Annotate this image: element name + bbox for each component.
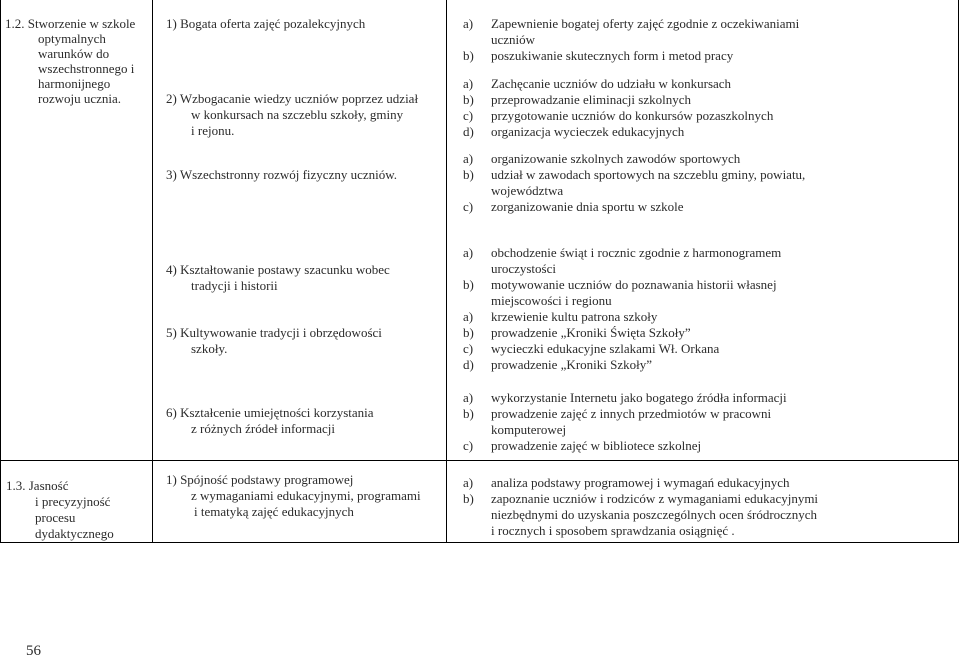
task-item: a) Zapewnienie bogatej oferty zajęć zgodnie z oczekiwaniami [463,16,800,31]
goal-3 [166,167,397,183]
table-border-bottom [0,542,959,543]
task-item: c) zorganizowanie dnia sportu w szkole [463,199,684,214]
task-item: a) wykorzystanie Internetu jako bogatego źródła informacji [463,390,787,405]
task-item: c) prowadzenie zajęć w bibliotece szkolnej [463,438,702,453]
task-item: b) przeprowadzanie eliminacji szkolnych [463,92,691,107]
tasks-2 [463,76,773,140]
task-item: c) przygotowanie uczniów do konkursów pozaszkolnych [463,108,774,123]
tasks-3 [463,151,805,215]
task-item: a) obchodzenie świąt i rocznic zgodnie z harmonogramem [463,245,782,260]
goal-line: 5) Kultywowanie tradycji i obrzędowości [166,325,382,340]
goal-line: tradycji i historii [191,278,278,293]
task-item: d) prowadzenie „Kroniki Szkoły” [463,357,653,372]
goal-line: w konkursach na szczeblu szkoły, gminy [191,107,404,122]
goal-5 [166,325,382,357]
goal-1-3 [166,472,421,520]
goal-line: szkoły. [191,341,228,356]
label-line: wszechstronnego i [38,61,135,76]
task-item: b) prowadzenie zajęć z innych przedmiotów w pracowni [463,406,772,421]
task-item: b) prowadzenie „Kroniki Święta Szkoły” [463,325,691,340]
section-1-2-label [5,16,135,106]
task-item: c) wycieczki edukacyjne szlakami Wł. Orkana [463,341,720,356]
task-item: a) krzewienie kultu patrona szkoły [463,309,658,324]
task-item: b) motywowanie uczniów do poznawania historii własnej [463,277,777,292]
goal-line: 2) Wzbogacanie wiedzy uczniów poprzez udział [166,91,419,106]
label-line: dydaktycznego [35,526,114,541]
goal-2 [166,91,418,139]
goal-1 [166,16,365,32]
task-item: uczniów [491,32,536,47]
task-item: i rocznych i sposobem sprawdzania osiągnięć . [491,523,735,538]
tasks-1 [463,16,799,64]
tasks-6 [463,390,787,454]
goal-line: z różnych źródeł informacji [191,421,336,436]
goal-line: 4) Kształtowanie postawy szacunku wobec [166,262,390,277]
page-number: 56 [26,643,41,659]
goal-line: i rejonu. [191,123,235,138]
task-item: b) udział w zawodach sportowych na szczeblu gminy, powiatu, [463,167,806,182]
tasks-1-3 [463,475,818,539]
task-item: województwa [491,183,564,198]
label-line: i precyzyjność [35,494,111,509]
label-line: optymalnych [38,31,106,46]
label-line: warunków do [38,46,110,61]
task-item: niezbędnymi do uzyskania poszczególnych ocen śródrocznych [491,507,817,522]
task-item: d) organizacja wycieczek edukacyjnych [463,124,685,139]
label-line: rozwoju ucznia. [38,91,122,106]
section-1-3-label [6,478,114,542]
label-line: 1.2. Stworzenie w szkole [5,16,136,31]
goal-line: z wymaganiami edukacyjnymi, programami [191,488,421,503]
goal-text: 3) Wszechstronny rozwój fizyczny uczniów. [166,167,398,182]
task-item: b) zapoznanie uczniów i rodziców z wymaganiami edukacyjnymi [463,491,819,506]
goal-6 [166,405,374,437]
task-item: uroczystości [491,261,556,276]
task-item: a) organizowanie szkolnych zawodów sportowych [463,151,741,166]
task-item: miejscowości i regionu [491,293,612,308]
task-item: a) Zachęcanie uczniów do udziału w konkursach [463,76,732,91]
goal-4 [166,262,390,294]
goal-line: 6) Kształcenie umiejętności korzystania [166,405,374,420]
label-line: procesu [35,510,76,525]
goal-line: i tematyką zajęć edukacyjnych [194,504,354,519]
goal-line: 1) Spójność podstawy programowej [166,472,354,487]
row-divider-1 [0,460,959,461]
goal-text: 1) Bogata oferta zajęć pozalekcyjnych [166,16,366,31]
task-item: a) analiza podstawy programowej i wymagań edukacyjnych [463,475,790,490]
label-line: 1.3. Jasność [6,478,69,493]
task-item: b) poszukiwanie skutecznych form i metod pracy [463,48,734,63]
tasks-4-5 [463,245,781,373]
label-line: harmonijnego [38,76,111,91]
task-item: komputerowej [491,422,567,437]
